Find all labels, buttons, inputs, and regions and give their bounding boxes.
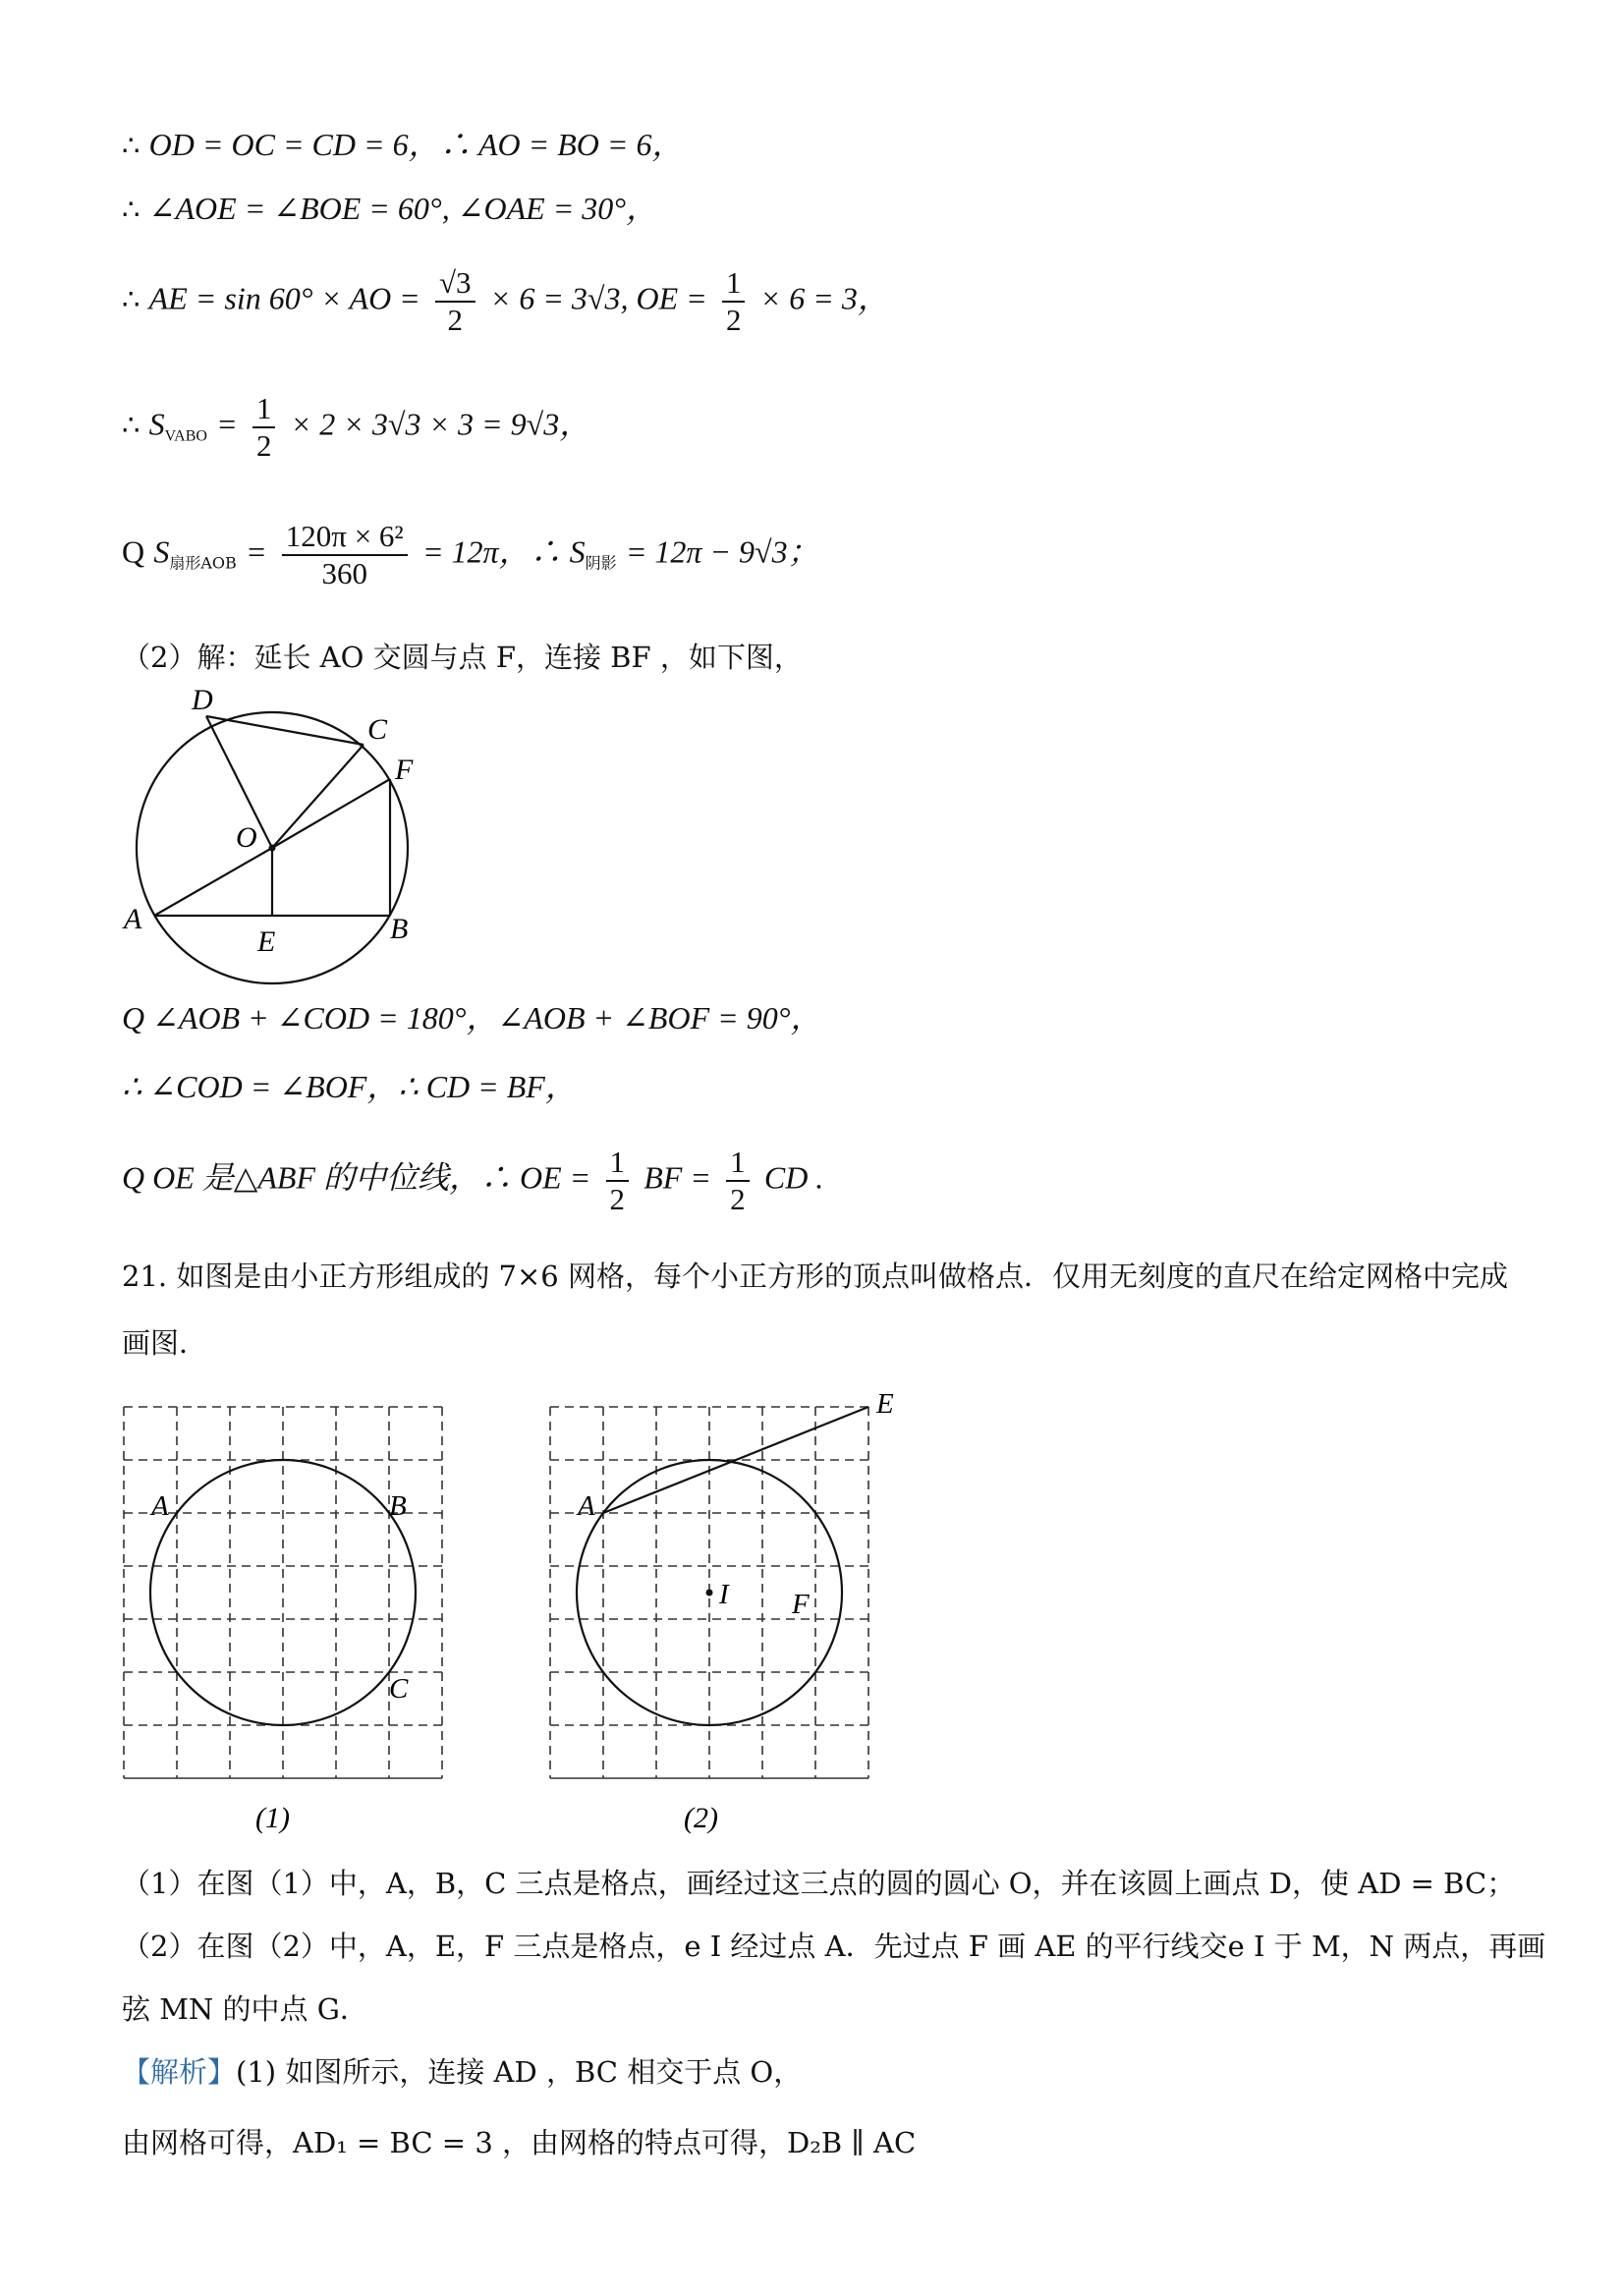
q21-stem-line-1: 21. 如图是由小正方形组成的 7×6 网格，每个小正方形的顶点叫做格点．仅用无刻度的直尺在给定网格中完成: [122, 1260, 1508, 1293]
circle-figure: [118, 678, 432, 992]
fraction: $\frac{1}{2}$: [722, 265, 746, 337]
label-E: E: [257, 925, 276, 958]
part2-line-2: ∴ ∠COD = ∠BOF，∴ CD = BF，: [122, 1069, 577, 1104]
part2-intro: （2）解：延长 AO 交圆与点 F，连接 BF ，如下图，: [122, 641, 803, 674]
solution-line-1: ∴ OD = OC = CD = 6，∴ AO = BO = 6，: [122, 127, 684, 162]
label-A: A: [578, 1490, 595, 1522]
fraction: $\frac{\text{120π × 6²}}{360}$: [282, 519, 408, 590]
q21-analysis-line-1: 【解析】(1) 如图所示，连接 AD ，BC 相交于点 O，: [122, 2055, 803, 2089]
caption-1: (1): [255, 1802, 290, 1834]
solution-line-5: Q $S_{扇形AOB}$ = $\frac{\text{120π × 6²}}{360}$ = 12π，∴ $S_{阴影} = 12\pi - 9√3$；: [122, 519, 819, 590]
fraction: $\frac{1}{2}$: [252, 391, 276, 463]
fraction: $\frac{√3}{2}$: [435, 265, 476, 337]
solution-line-2: ∴ ∠AOE = ∠BOE = 60°, ∠OAE = 30°，: [122, 191, 658, 226]
caption-2: (2): [684, 1802, 718, 1834]
q21-stem-line-2: 画图．: [122, 1326, 208, 1360]
q21-task-2b: 弦 MN 的中点 G．: [122, 1992, 368, 2026]
q21-task-2a: （2）在图（2）中，A，E，F 三点是格点，e I 经过点 A．先过点 F 画 AE 的平行线交e I 于 M，N 两点，再画: [122, 1930, 1546, 1963]
label-D: D: [192, 684, 213, 716]
label-C: C: [389, 1673, 409, 1705]
part2-line-3: Q OE 是△ABF 的中位线，∴ OE = $\frac{1}{2}$ BF = $\frac{1}{2}$ CD .: [122, 1145, 824, 1216]
label-O: O: [236, 821, 257, 854]
q21-task-1: （1）在图（1）中，A，B，C 三点是格点，画经过这三点的圆的圆心 O，并在该圆上画点 D，使 AD = BC；: [122, 1867, 1516, 1900]
label-B: B: [389, 1490, 407, 1522]
solution-line-4: ∴ $S_{VABO}$ = $\frac{1}{2}$ × 2 × 3√3 × 3 = 9√3，: [122, 391, 591, 463]
q21-analysis-line-2: 由网格可得，AD₁ = BC = 3 ，由网格的特点可得，D₂B ∥ AC: [122, 2126, 917, 2159]
grid-figure-2: [542, 1383, 916, 1837]
solution-line-3: ∴ AE = sin 60° × AO = $\frac{√3}{2}$ × 6 = 3√3, OE = $\frac{1}{2}$ × 6 = 3，: [122, 265, 889, 337]
label-F: F: [792, 1589, 810, 1620]
fraction: $\frac{1}{2}$: [726, 1145, 750, 1216]
label-C: C: [367, 713, 388, 746]
part2-line-1: Q ∠AOB + ∠COD = 180°，∠AOB + ∠BOF = 90°，: [122, 1000, 822, 1036]
label-F: F: [395, 754, 414, 786]
label-E: E: [876, 1388, 894, 1420]
analysis-tag: 【解析】: [122, 2055, 237, 2089]
label-B: B: [390, 913, 409, 945]
label-A: A: [151, 1490, 169, 1522]
label-I: I: [719, 1579, 729, 1610]
fraction: $\frac{1}{2}$: [606, 1145, 630, 1216]
label-A: A: [124, 903, 142, 935]
grid-figure-1: [116, 1395, 450, 1837]
